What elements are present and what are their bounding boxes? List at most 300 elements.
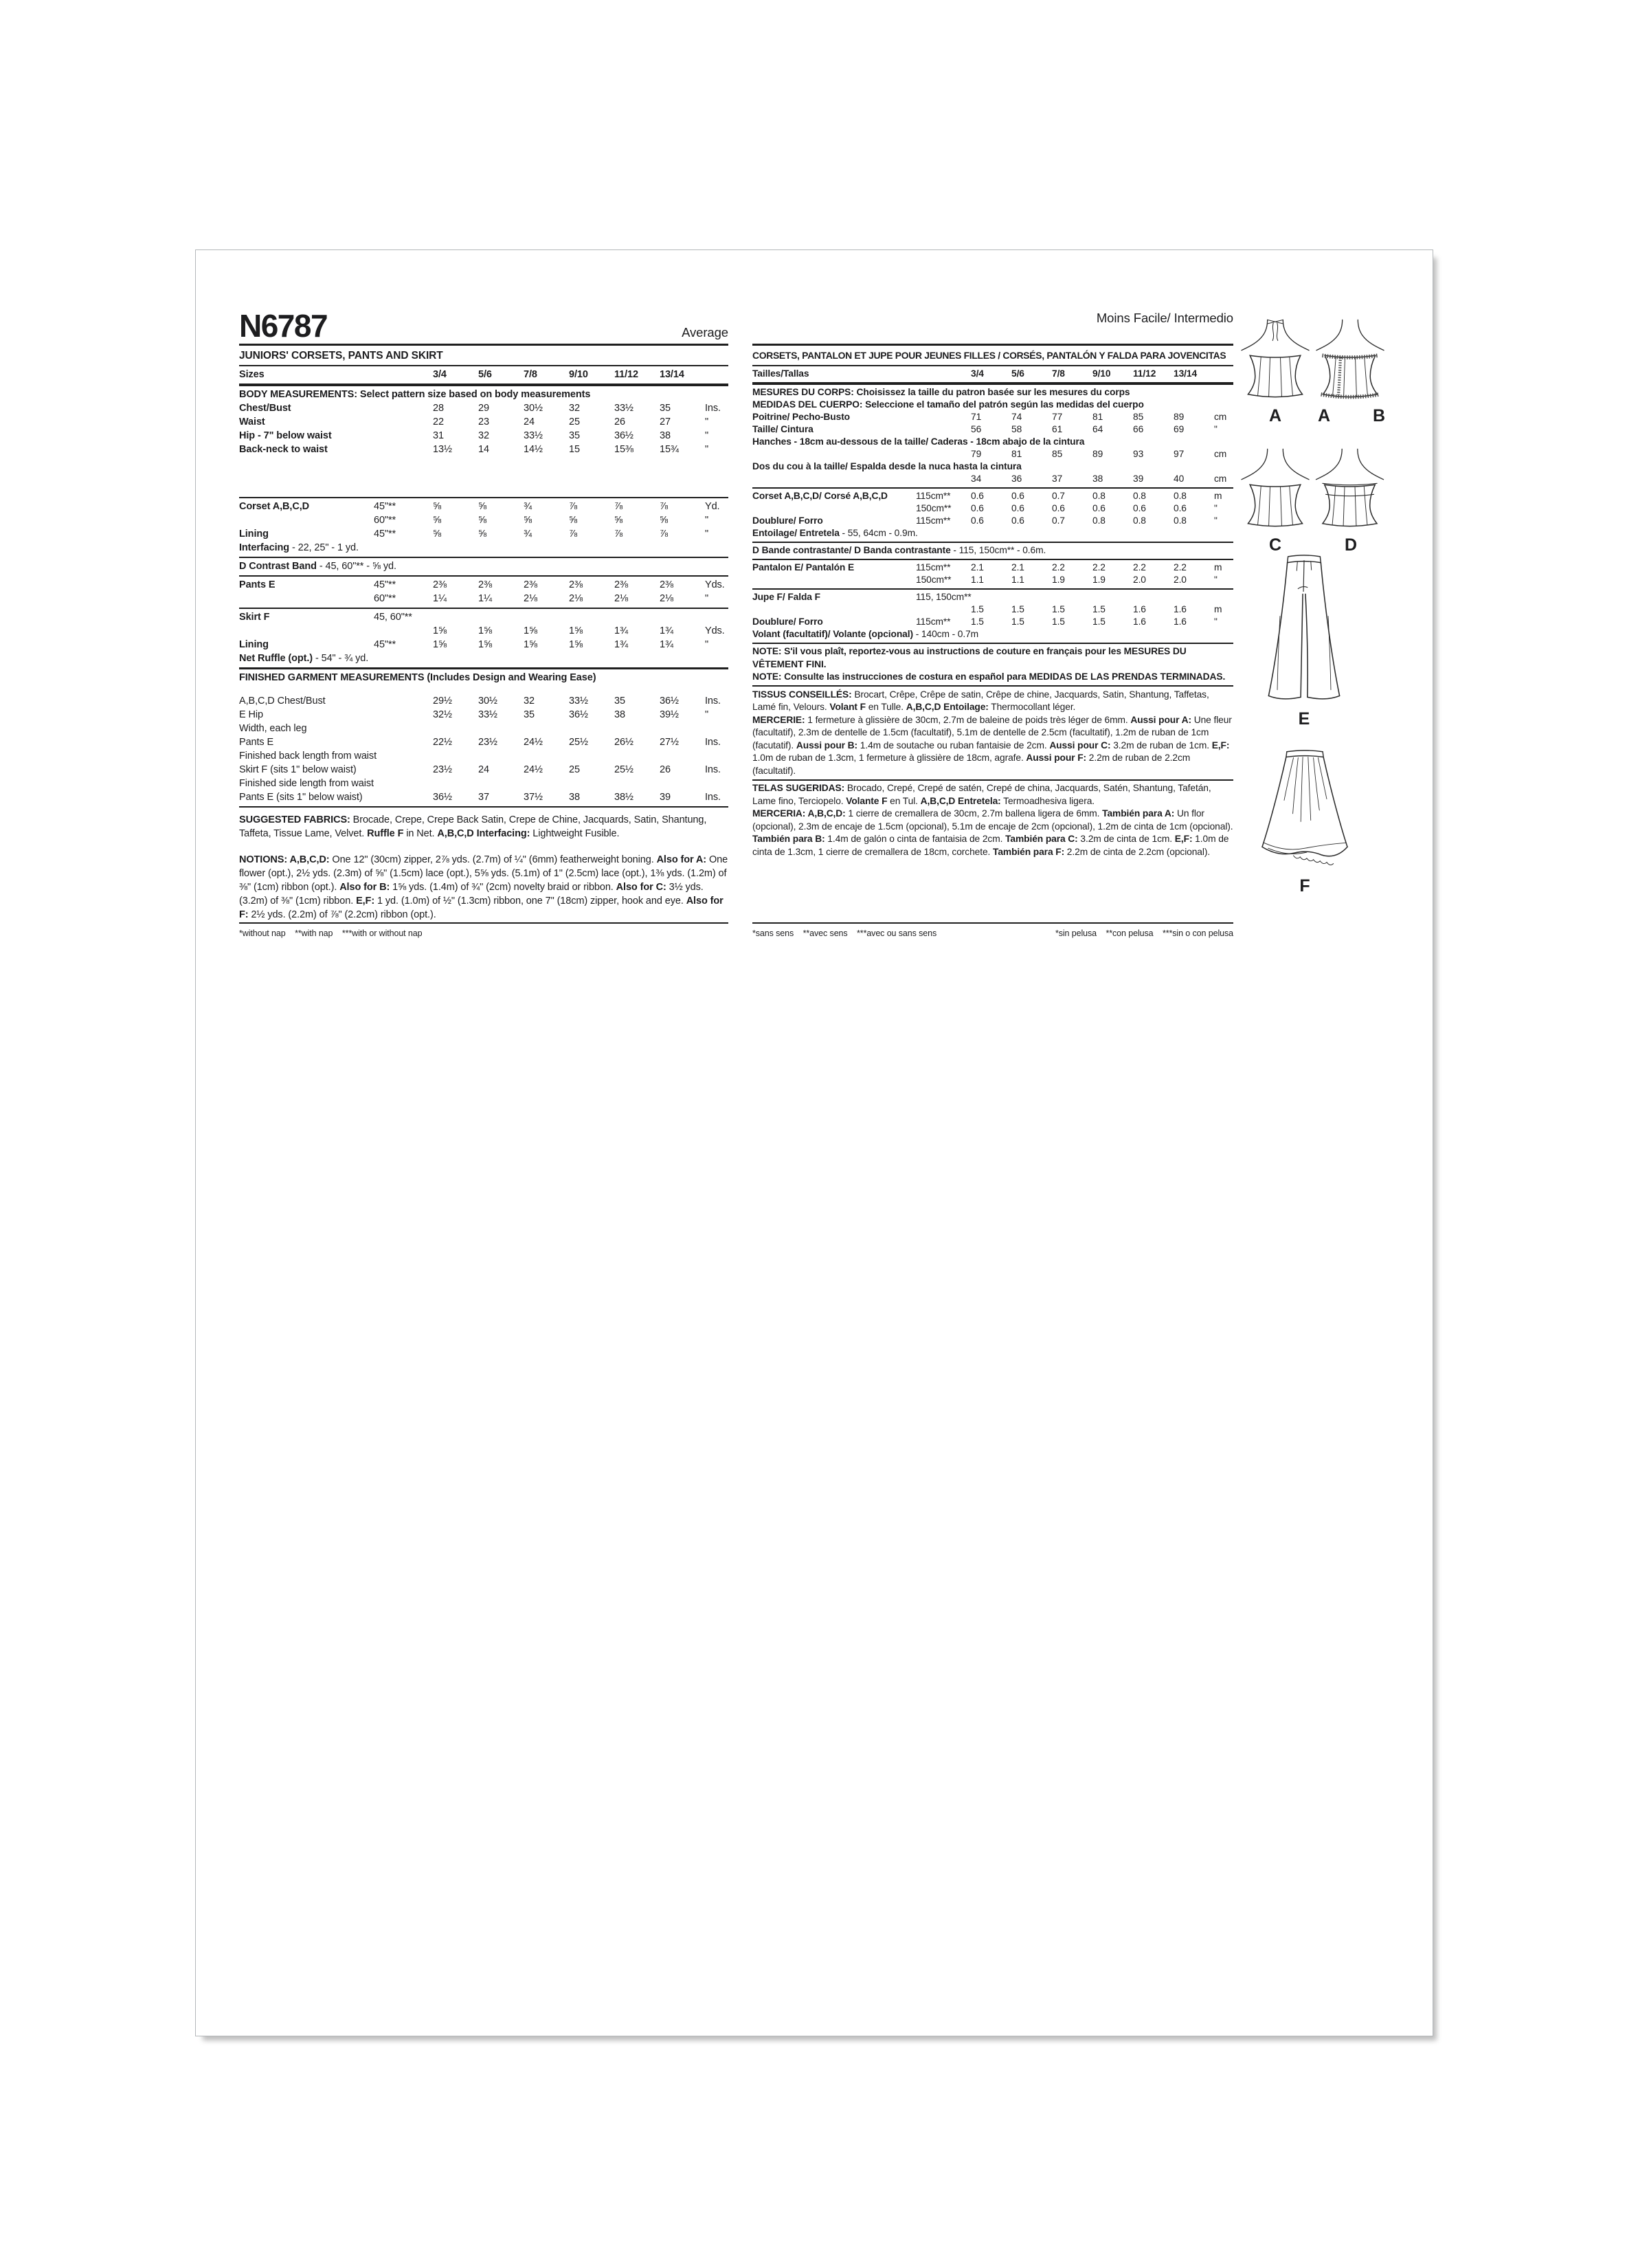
row-width (916, 473, 971, 485)
size-value: 27 (660, 416, 671, 427)
size-value: 0.8 (1092, 491, 1106, 501)
row-label (752, 574, 916, 586)
mercerie-paragraph: MERCERIE: 1 fermeture à glissière de 30cm, 2.7m de baleine de poids très léger de 6mm. Aussi pour A: Une fleur (facultatif), 2.3m de dentelle de 1.5cm (facultatif), 5.1m de dentelle de 2.5cm (facultatif), 1.2m de ruban de 1cm (facutatif). Aussi pour B: 1.4m de soutache ou ruban fantaisie de 2cm. Aussi pour C: 3.2m de ruban de 1cm. E,F: 1.0m de ruban de 1.3cm, 1 fermeture à glissière de 18cm, agrafe. Aussi pour F: 2.2m de ruban de 2.2cm (facultatif). (752, 714, 1232, 776)
divider-rule (752, 779, 1233, 781)
row-unit: Ins. (705, 696, 721, 707)
nap-footnote-fr-es (752, 922, 1233, 938)
size-value: ⅞ (569, 501, 577, 512)
size-value: 34 (971, 474, 982, 484)
row-width (374, 777, 433, 790)
row-width (916, 368, 971, 380)
gather-lines (1284, 757, 1327, 822)
size-value (569, 722, 614, 735)
size-value (433, 722, 478, 735)
row-label: Jupe F/ Falda F (752, 592, 820, 602)
size-value: ⅞ (569, 529, 577, 540)
figure-corset-d-band (1314, 442, 1388, 555)
size-value: ⅝ (433, 515, 441, 526)
size-value: 1.1 (971, 575, 984, 585)
figure-skirt-f (1253, 747, 1356, 896)
row-label: Waist (239, 416, 265, 427)
size-value: 30½ (524, 403, 543, 414)
row-width: 115cm** (916, 515, 951, 526)
row-unit: " (705, 529, 709, 540)
row-unit: m (1214, 562, 1222, 572)
merceria-paragraph: MERCERIA: A,B,C,D: 1 cierre de cremallera de 30cm, 2.7m ballena ligera de 6mm. También para A: Un flor (opcional), 2.3m de encaje de 1.5cm (opcional), 5.1m de encaje de 2cm (opcional), 1.2m de cinta de 1cm (opcional). También para B: 1.4m de galón o cinta de fantaisia de 2cm. También para C: 3.2m de cinta de 1cm. E,F: 1.0m de cinta de 1.3cm, 1 cierre de cremallera de 18cm, corchete. También para F: 2.2m de cinta de 2.2cm (opcional). (752, 808, 1233, 857)
size-value: 37½ (524, 792, 543, 803)
divider-rule (752, 685, 1233, 687)
size-value: 0.6 (1174, 503, 1187, 513)
size-value: 29½ (433, 696, 452, 707)
size-value: 9/10 (1092, 368, 1111, 379)
size-value: 15¾ (660, 444, 679, 455)
table-row (239, 777, 728, 790)
size-value: 2⅛ (660, 593, 673, 604)
wide-leg-pants-back-view-illustration (1257, 553, 1351, 707)
size-value: 2⅜ (433, 579, 447, 590)
row-label: Finished side length from waist (239, 778, 374, 789)
row-label: Finished back length from waist (239, 751, 377, 761)
table-row (239, 368, 728, 381)
row-unit: " (705, 593, 709, 604)
size-value: 0.6 (1011, 491, 1024, 501)
row-width (374, 401, 433, 415)
row-label (239, 513, 374, 527)
size-value: 33½ (478, 709, 497, 720)
size-value: 22 (433, 416, 444, 427)
table-span-row: Volant (facultatif)/ Volante (opcional) - 140cm - 0.7m (752, 629, 979, 639)
row-unit: " (1214, 575, 1218, 585)
size-value: 38½ (614, 792, 633, 803)
row-unit: Yd. (705, 501, 720, 512)
row-label: Pants E (239, 579, 276, 590)
size-value: 13½ (433, 444, 452, 455)
row-label: Lining (239, 529, 269, 540)
row-unit: Ins. (705, 403, 721, 414)
size-value: 23½ (478, 737, 497, 748)
size-value: ¾ (524, 501, 532, 512)
size-value: 2.2 (1133, 562, 1146, 572)
row-label: Skirt F (sits 1" below waist) (239, 764, 357, 775)
notions-paragraph: NOTIONS: A,B,C,D: One 12" (30cm) zipper, 2⅞ yds. (2.7m) of ¼" (6mm) featherweight boning. Also for A: One flower (opt.), 2½ yds. (2.3m) of ⅝" (1.5cm) lace (opt.), 5⅝ yds. (5.1m) of 1" (2.5cm) lace (opt.), 1⅜ yds. (1.2m) of ⅜" (1cm) ribbon (opt.). Also for B: 1⅝ yds. (1.4m) of ¾" (2cm) novelty braid or ribbon. Also for C: 3½ yds. (3.2m) of ⅜" (1cm) ribbon. E,F: 1 yd. (1.0m) of ½" (1.3cm) ribbon, one 7" (18cm) zipper, hook and eye. Also for F: 2½ yds. (2.2m) of ⅞" (2.2cm) ribbon (opt.). (239, 854, 728, 920)
table-row (752, 574, 1233, 586)
row-unit: " (1214, 515, 1218, 526)
size-value: 37 (1052, 474, 1063, 484)
table-rule (239, 383, 728, 386)
size-value: 24 (478, 764, 489, 775)
corset-contrast-band-back-view-illustration (1314, 442, 1386, 533)
table-row (239, 790, 728, 804)
size-value: 1¾ (660, 639, 673, 650)
size-value: 71 (971, 412, 982, 422)
size-value: 32½ (433, 709, 452, 720)
row-width: 150cm** (916, 575, 952, 585)
difficulty-label-fr-es: Moins Facile/ Intermedio (1096, 311, 1233, 325)
size-value: 2⅛ (614, 593, 628, 604)
row-label: Pants E (sits 1" below waist) (239, 792, 363, 803)
size-value: 1⅝ (569, 625, 583, 636)
size-value: 1.9 (1092, 575, 1106, 585)
size-value: 35 (614, 696, 625, 707)
size-value (569, 749, 614, 763)
size-value (433, 777, 478, 790)
size-value (524, 722, 569, 735)
size-value: 0.6 (971, 515, 984, 526)
row-label: Skirt F (239, 612, 270, 623)
size-value: 25 (569, 764, 580, 775)
row-width: 45"** (374, 501, 396, 512)
size-value: 39½ (660, 709, 679, 720)
corset-lace-trim-back-view-illustration (1312, 313, 1388, 403)
size-value: 2.1 (971, 562, 984, 572)
figure-label: C (1268, 535, 1282, 555)
size-value: 0.6 (1052, 503, 1065, 513)
size-value: ⅝ (614, 515, 622, 526)
size-value: 0.8 (1133, 491, 1146, 501)
size-value: 77 (1052, 412, 1063, 422)
size-value: 1.5 (1092, 616, 1106, 627)
table-row (239, 735, 728, 749)
row-width: 150cm** (916, 503, 952, 513)
row-label: Sizes (239, 369, 265, 380)
table-span-row: Dos du cou à la taille/ Espalda desde la nuca hasta la cintura (752, 461, 1022, 471)
difficulty-label-en: Average (682, 325, 728, 340)
row-width: 60"** (374, 515, 396, 526)
size-value: 24½ (524, 737, 543, 748)
table-rule (239, 575, 728, 577)
gathered-skirt-ruffle-hem-illustration (1253, 747, 1356, 874)
row-label: Taille/ Cintura (752, 424, 814, 434)
size-value: 40 (1174, 474, 1185, 484)
size-value: 2.0 (1174, 575, 1187, 585)
size-value: 24 (524, 416, 535, 427)
size-value: 1.5 (971, 604, 984, 614)
suggested-fabrics-paragraph: SUGGESTED FABRICS: Brocade, Crepe, Crepe Back Satin, Crepe de Chine, Jacquards, Satin, Shantung, Taffeta, Tissue Lame, Velvet. Ruffle F in Net. A,B,C,D Interfacing: Lightweight Fusible. (239, 814, 707, 839)
table-rule (239, 557, 728, 558)
size-value: 81 (1011, 449, 1022, 459)
row-unit (705, 368, 728, 381)
tissus-paragraph: TISSUS CONSEILLÉS: Brocart, Crêpe, Crêpe de satin, Crêpe de chine, Jacquards, Satin, Shantung, Taffetas, Lamé fin, Velours. Volant F en Tulle. A,B,C,D Entoilage: Thermocollant léger. (752, 689, 1209, 712)
yardage-table-fr-es (752, 487, 1233, 644)
size-value: 1¼ (433, 593, 447, 604)
table-row (239, 722, 728, 735)
size-value (524, 610, 569, 624)
size-value: 1.6 (1133, 604, 1146, 614)
size-value: 1⅝ (478, 639, 492, 650)
size-value: 0.6 (971, 503, 984, 513)
table-row (239, 500, 728, 513)
size-value: 0.6 (1133, 503, 1146, 513)
size-value: 39 (1133, 474, 1144, 484)
finished-garment-table-en (239, 671, 728, 808)
size-value: 15⅜ (614, 444, 633, 455)
row-unit (1214, 591, 1233, 603)
size-value: 2⅛ (569, 593, 583, 604)
row-label: Pants E (239, 737, 274, 748)
table-row (752, 490, 1233, 502)
table-row (752, 616, 1233, 628)
table-span-row: D Bande contrastante/ D Banda contrastante - 115, 150cm** - 0.6m. (752, 545, 1046, 555)
size-value: ⅝ (433, 501, 441, 512)
table-span-row: MESURES DU CORPS: Choisissez la taille du patron basée sur les mesures du corps (752, 387, 1130, 397)
table-row (239, 694, 728, 708)
table-rule (239, 667, 728, 669)
size-value (971, 591, 1011, 603)
row-unit (705, 722, 728, 735)
size-value: 2⅜ (614, 579, 628, 590)
table-span-row: Entoilage/ Entretela - 55, 64cm - 0.9m. (752, 528, 918, 538)
figure-label: D (1344, 535, 1358, 555)
size-value (660, 722, 705, 735)
size-value: 38 (569, 792, 580, 803)
size-value: 89 (1174, 412, 1185, 422)
size-value: 2⅜ (478, 579, 492, 590)
table-row (239, 415, 728, 429)
size-value: 2.2 (1092, 562, 1106, 572)
figure-corset-b-lace (1312, 313, 1396, 426)
figure-corset-c (1239, 442, 1311, 555)
row-unit: " (705, 709, 709, 720)
size-value: 97 (1174, 449, 1185, 459)
size-value: 1⅝ (569, 639, 583, 650)
table-span-row: FINISHED GARMENT MEASUREMENTS (Includes Design and Wearing Ease) (239, 672, 596, 683)
size-value: 89 (1092, 449, 1103, 459)
row-unit: Ins. (705, 737, 721, 748)
size-value: 3/4 (971, 368, 984, 379)
table-row (239, 578, 728, 592)
size-value: 29 (478, 403, 489, 414)
table-rule (752, 487, 1233, 489)
table-rule (239, 497, 728, 498)
size-value: 33½ (614, 403, 633, 414)
size-value: 69 (1174, 424, 1185, 434)
yardage-table-en (239, 497, 728, 669)
row-width (916, 448, 971, 460)
size-value: 1⅝ (478, 625, 492, 636)
garment-views-column (1239, 313, 1420, 896)
size-value: ⅝ (478, 515, 486, 526)
size-value: 0.8 (1174, 491, 1187, 501)
figure-corset-a-halter (1239, 313, 1311, 426)
size-value (1011, 591, 1052, 603)
size-value (433, 749, 478, 763)
size-value: 2.0 (1133, 575, 1146, 585)
nap-footnote-fr-text: *sans sens **avec sens ***avec ou sans sens (752, 929, 937, 938)
table-row (239, 749, 728, 763)
size-value: 56 (971, 424, 982, 434)
row-unit: m (1214, 491, 1222, 501)
size-value: 0.6 (1011, 503, 1024, 513)
size-value: 93 (1133, 449, 1144, 459)
size-value: 1.6 (1174, 604, 1187, 614)
figure-label: A (1318, 406, 1331, 425)
size-value: 0.8 (1092, 515, 1106, 526)
table-row (239, 624, 728, 638)
row-width: 115cm** (916, 491, 951, 501)
size-value: 1⅝ (433, 625, 447, 636)
size-value: 1⅝ (524, 625, 537, 636)
nap-footnote-es-text: *sin pelusa **con pelusa ***sin o con pelusa (1055, 929, 1233, 938)
row-width (374, 694, 433, 708)
row-width (916, 411, 971, 423)
figure-label: F (1299, 876, 1310, 896)
size-value: 33½ (569, 696, 588, 707)
row-label (752, 502, 916, 515)
row-width (374, 415, 433, 429)
size-value: 36½ (433, 792, 452, 803)
size-value: 33½ (524, 430, 543, 441)
row-width: 45"** (374, 529, 396, 540)
size-value: 2.2 (1174, 562, 1187, 572)
table-row (239, 638, 728, 652)
size-value: 5/6 (1011, 368, 1024, 379)
size-value: 79 (971, 449, 982, 459)
size-value: 23 (478, 416, 489, 427)
row-unit: Yds. (705, 625, 725, 636)
size-value: 1.1 (1011, 575, 1024, 585)
figure-pants-e (1257, 553, 1351, 729)
table-row (752, 448, 1233, 460)
size-value: 25 (569, 416, 580, 427)
size-value: 2⅜ (524, 579, 537, 590)
table-row (239, 708, 728, 722)
note-spanish: NOTE: Consulte las instrucciones de costura en español para MEDIDAS DE LAS PRENDAS TERMINADAS. (752, 671, 1226, 682)
size-value: ⅝ (433, 529, 441, 540)
size-value: 1.9 (1052, 575, 1065, 585)
nap-footnote-en (239, 922, 728, 938)
table-gap (239, 685, 728, 694)
size-value: 9/10 (569, 369, 588, 380)
size-value: 24½ (524, 764, 543, 775)
size-value: 66 (1133, 424, 1144, 434)
row-label (752, 603, 916, 616)
size-value (1052, 591, 1092, 603)
masthead-left (239, 308, 728, 346)
table-row (239, 592, 728, 605)
table-span-row: MEDIDAS DEL CUERPO: Seleccione el tamaño del patrón según las medidas del cuerpo (752, 399, 1144, 410)
size-value (478, 777, 524, 790)
size-value: 7/8 (524, 369, 537, 380)
size-value (614, 749, 660, 763)
table-row (752, 591, 1233, 603)
row-width: 115cm** (916, 562, 951, 572)
size-value: 26½ (614, 737, 633, 748)
size-value: 27½ (660, 737, 679, 748)
row-unit: " (705, 444, 709, 455)
size-value: 14½ (524, 444, 543, 455)
size-value: ⅝ (478, 529, 486, 540)
row-label: Pantalon E/ Pantalón E (752, 562, 855, 572)
size-value (614, 777, 660, 790)
figure-label: A (1268, 406, 1282, 425)
size-value: 32 (569, 403, 580, 414)
nap-footnote-en-text: *without nap **with nap ***with or without nap (239, 929, 423, 938)
table-row (239, 763, 728, 777)
size-value: 1¾ (614, 639, 628, 650)
table-row (752, 368, 1233, 380)
table-rule (752, 542, 1233, 543)
figure-label-pair (1312, 406, 1396, 426)
size-value: 2⅜ (569, 579, 583, 590)
size-value: 25½ (614, 764, 633, 775)
size-value: 35 (660, 403, 671, 414)
row-label (752, 448, 916, 460)
size-body-measurements-table-en (239, 368, 728, 456)
pattern-title-fr-es: CORSETS, PANTALON ET JUPE POUR JEUNES FILLES / CORSÉS, PANTALÓN Y FALDA PARA JOVENCITAS (752, 347, 1233, 366)
row-unit: cm (1214, 449, 1227, 459)
row-width: 45"** (374, 579, 396, 590)
row-label: Width, each leg (239, 723, 307, 734)
size-value: 1.5 (1092, 604, 1106, 614)
row-label: Chest/Bust (239, 403, 291, 414)
size-value: 1⅝ (524, 639, 537, 650)
size-value: 61 (1052, 424, 1063, 434)
size-value: 2⅛ (524, 593, 537, 604)
table-row (752, 411, 1233, 423)
row-label (239, 624, 374, 638)
size-value (478, 722, 524, 735)
size-value: 37 (478, 792, 489, 803)
halter-tie-detail (1268, 320, 1283, 340)
table-row (752, 423, 1233, 436)
row-width: 115cm** (916, 616, 951, 627)
table-row (239, 610, 728, 624)
row-unit (705, 610, 728, 624)
size-value: 0.6 (1011, 515, 1024, 526)
row-unit: " (1214, 424, 1218, 434)
size-value: 74 (1011, 412, 1022, 422)
size-value: ⅞ (614, 529, 622, 540)
english-column (239, 308, 728, 971)
row-unit: " (1214, 503, 1218, 513)
table-row (752, 473, 1233, 485)
table-span-row: Interfacing - 22, 25" - 1 yd. (239, 542, 359, 553)
size-value: 3/4 (433, 369, 447, 380)
size-value: 5/6 (478, 369, 492, 380)
size-value (569, 777, 614, 790)
row-unit: " (705, 515, 709, 526)
size-value (614, 610, 660, 624)
size-value (433, 610, 478, 624)
size-value: 13/14 (1174, 368, 1198, 379)
size-value (524, 749, 569, 763)
row-width (374, 429, 433, 443)
telas-paragraph: TELAS SUGERIDAS: Brocado, Crepé, Crepé de satén, Crepé de china, Jacquards, Satén, Shantung, Tafetán, Lame fino, Terciopelo. Volante F en Tul. A,B,C,D Entretela: Termoadhesiva ligera. (752, 783, 1211, 806)
size-value (478, 610, 524, 624)
row-label (239, 592, 374, 605)
size-value: 36½ (614, 430, 633, 441)
size-value: 1.5 (1052, 616, 1065, 627)
size-value: ⅞ (614, 501, 622, 512)
size-value: 0.8 (1174, 515, 1187, 526)
table-rule (239, 806, 728, 808)
size-value: 85 (1133, 412, 1144, 422)
row-unit: " (705, 416, 709, 427)
size-value (1092, 591, 1133, 603)
table-row (239, 443, 728, 456)
size-value: 13/14 (660, 369, 684, 380)
row-width (374, 624, 433, 638)
table-row (239, 429, 728, 443)
table-span-row: Hanches - 18cm au-dessous de la taille/ Caderas - 18cm abajo de la cintura (752, 436, 1085, 447)
row-width (374, 735, 433, 749)
size-value: 38 (660, 430, 671, 441)
size-value: 36½ (660, 696, 679, 707)
size-value: 0.6 (1092, 503, 1106, 513)
size-value (660, 777, 705, 790)
size-value: 1.5 (971, 616, 984, 627)
size-value: 81 (1092, 412, 1103, 422)
